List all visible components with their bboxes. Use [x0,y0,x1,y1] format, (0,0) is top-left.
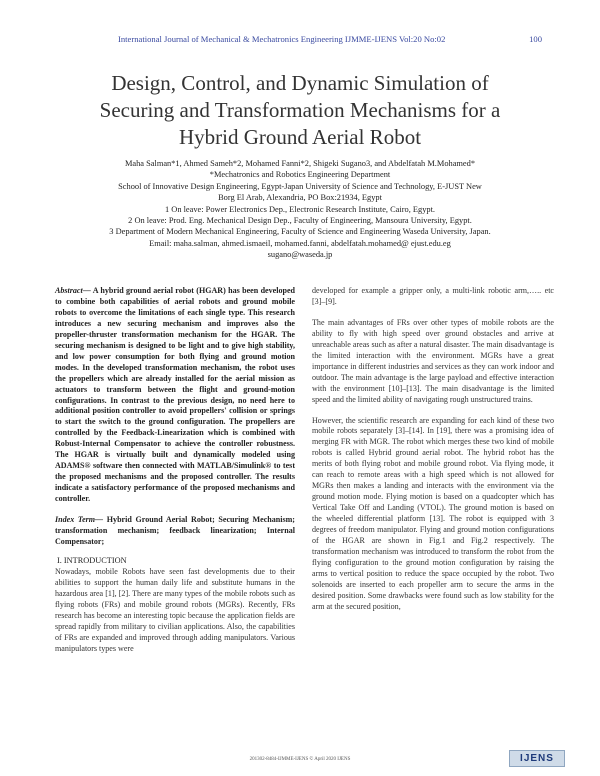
title-line: Securing and Transformation Mechanisms for a [99,98,501,122]
right-column [312,286,554,623]
affiliation: 3 Department of Modern Mechanical Engineering, Faculty of Science and Engineering Waseda University, Japan. [109,227,491,237]
affiliation: 2 On leave: Prod. Eng. Mechanical Design Dep., Faculty of Engineering, Mansoura University, Egypt. [128,216,472,226]
journal-name: International Journal of Mechanical & Mechatronics Engineering IJMME-IJENS Vol:20 No:02 [118,34,446,44]
index-terms-lead: Index Term— [55,515,104,525]
affiliation: 1 On leave: Power Electronics Dep., Electronic Research Institute, Cairo, Egypt. [164,204,435,214]
journal-header [118,34,542,44]
page-number: 100 [529,34,542,44]
abstract-lead: Abstract— [55,286,91,295]
title-line: Hybrid Ground Aerial Robot [178,125,422,149]
author-names: Maha Salman*1, Ahmed Sameh*2, Mohamed Fanni*2, Shigeki Sugano3, and Abdelfatah M.Mohamed* [124,159,476,168]
ijens-logo: IJENS [509,750,565,767]
author-email: Email: maha.salman, ahmed.ismaeil, mohamed.fanni, abdelfatah.mohamed@ ejust.edu.eg [149,238,451,248]
affiliation: School of Innovative Design Engineering, Egypt-Japan University of Science and Technology, E-JUST New [118,181,482,191]
page-footer: 201302-8484-IJMME-IJENS © April 2020 IJENS [249,757,351,762]
index-terms [55,515,295,548]
affiliation: *Mechatronics and Robotics Engineering Department [209,170,391,180]
paper-title [40,70,560,151]
authors-block [40,158,560,261]
title-line: Design, Control, and Dynamic Simulation of [111,71,489,95]
body-paragraph: Nowadays, mobile Robots have seen fast developments due to their abilities to support the human daily life and substitute humans in the hazardous area [1], [2]. There are many types of the mobile robots such as flying robots (FRs) and mobile ground robots (MGRs). Recently, FRs research has become an interesting topic because the application fields are spread rapidly from military to civilian applications. Also, the capabilities of FRs are expanded and improved through adding manipulators. Various manipulators types were [55,566,295,653]
abstract [55,286,295,505]
index-terms-text: Hybrid Ground Aerial Robot; Securing Mechanism; transformation mechanism; feedback linearization; Internal Compensator; [55,515,295,546]
author-email: sugano@waseda.jp [267,250,333,260]
body-paragraph: developed for example a gripper only, a multi-link robotic arm,….. etc [3]–[9]. [312,286,554,306]
abstract-text: A hybrid ground aerial robot (HGAR) has been developed to combine both capabilities of aerial robots and ground mobile robots to overcome the limitations of each single type. This research introduces a new securing mechanism and improves also the propeller-thruster transformation mechanism for the HGAR. The securing mechanism is designed to be light and to give high stability, and low power consumption for both flying and ground motion modes. In the developed transformation mechanism, the robot uses the propellers which are already installed for the aerial mission as actuators to transform between the flight and ground-motion configurations. In contrast to the previous design, no need here to additional position controller to avoid propellers' collision or springs to start the switch to the ground configuration. The propellers are controlled by the Feedback-Linearization which is combined with Robust-Internal Compensator to achieve the controller robustness. The HGAR is virtually built and dynamically modeled using ADAMS® software then connected with MATLAB/Simulink® to test the proposed mechanisms and the proposed controller. The results indicate a satisfactory performance of the proposed mechanisms and controller. [55,286,295,504]
left-column [55,286,295,665]
body-paragraph: However, the scientific research are expanding for each kind of these two mobile robots separately [3]–[14]. In [19], there was a promising idea of merging FR with MGR. The robot which merges these two kind of mobile robots is called Hybrid ground aerial robot. The hybrid robot has the merits of both flying robot and mobile ground robot. Via flying mode, it can reach to remote areas with a high speed which is not allowed for MGRs then makes a landing and interacts with the environment via the ground motion mode. Flying motion is based on a quadcopter which has Vertical Take Off and Landing (VTOL). The ground motion is based on the wheeled differential platform [13]. The robot is equipped with 3 degrees of freedom manipulator. Flying and ground motion configurations of the HGAR are shown in Fig.1 and Fig.2 respectively. The transformation mechanism was introduced to transform the robot from the flying configuration to the ground motion configuration by raising the arms to vertical position to reduce the space occupied by the robot. Two solenoids are inserted to each propeller arm to secure the arms in the desired position. Some drawbacks were found such as low stability for the arm at the secured position, [312,415,554,611]
affiliation: Borg El Arab, Alexandria, PO Box:21934, Egypt [218,193,382,203]
section-heading: I. INTRODUCTION [57,555,127,565]
body-paragraph: The main advantages of FRs over other types of mobile robots are the ability to fly with high speed over ground obstacles and arrive at unreachable areas such as after a natural disaster. The main disadvantage is the limited interaction with the environment. MGRs have a great importance in different industries and services as they can work indoor and outdoor. The main advantage is the large payload and effective interaction with the environment [10]–[13]. The main disadvantage is the limited speed and the limited ability of navigating rough unstructured trains. [312,317,554,404]
